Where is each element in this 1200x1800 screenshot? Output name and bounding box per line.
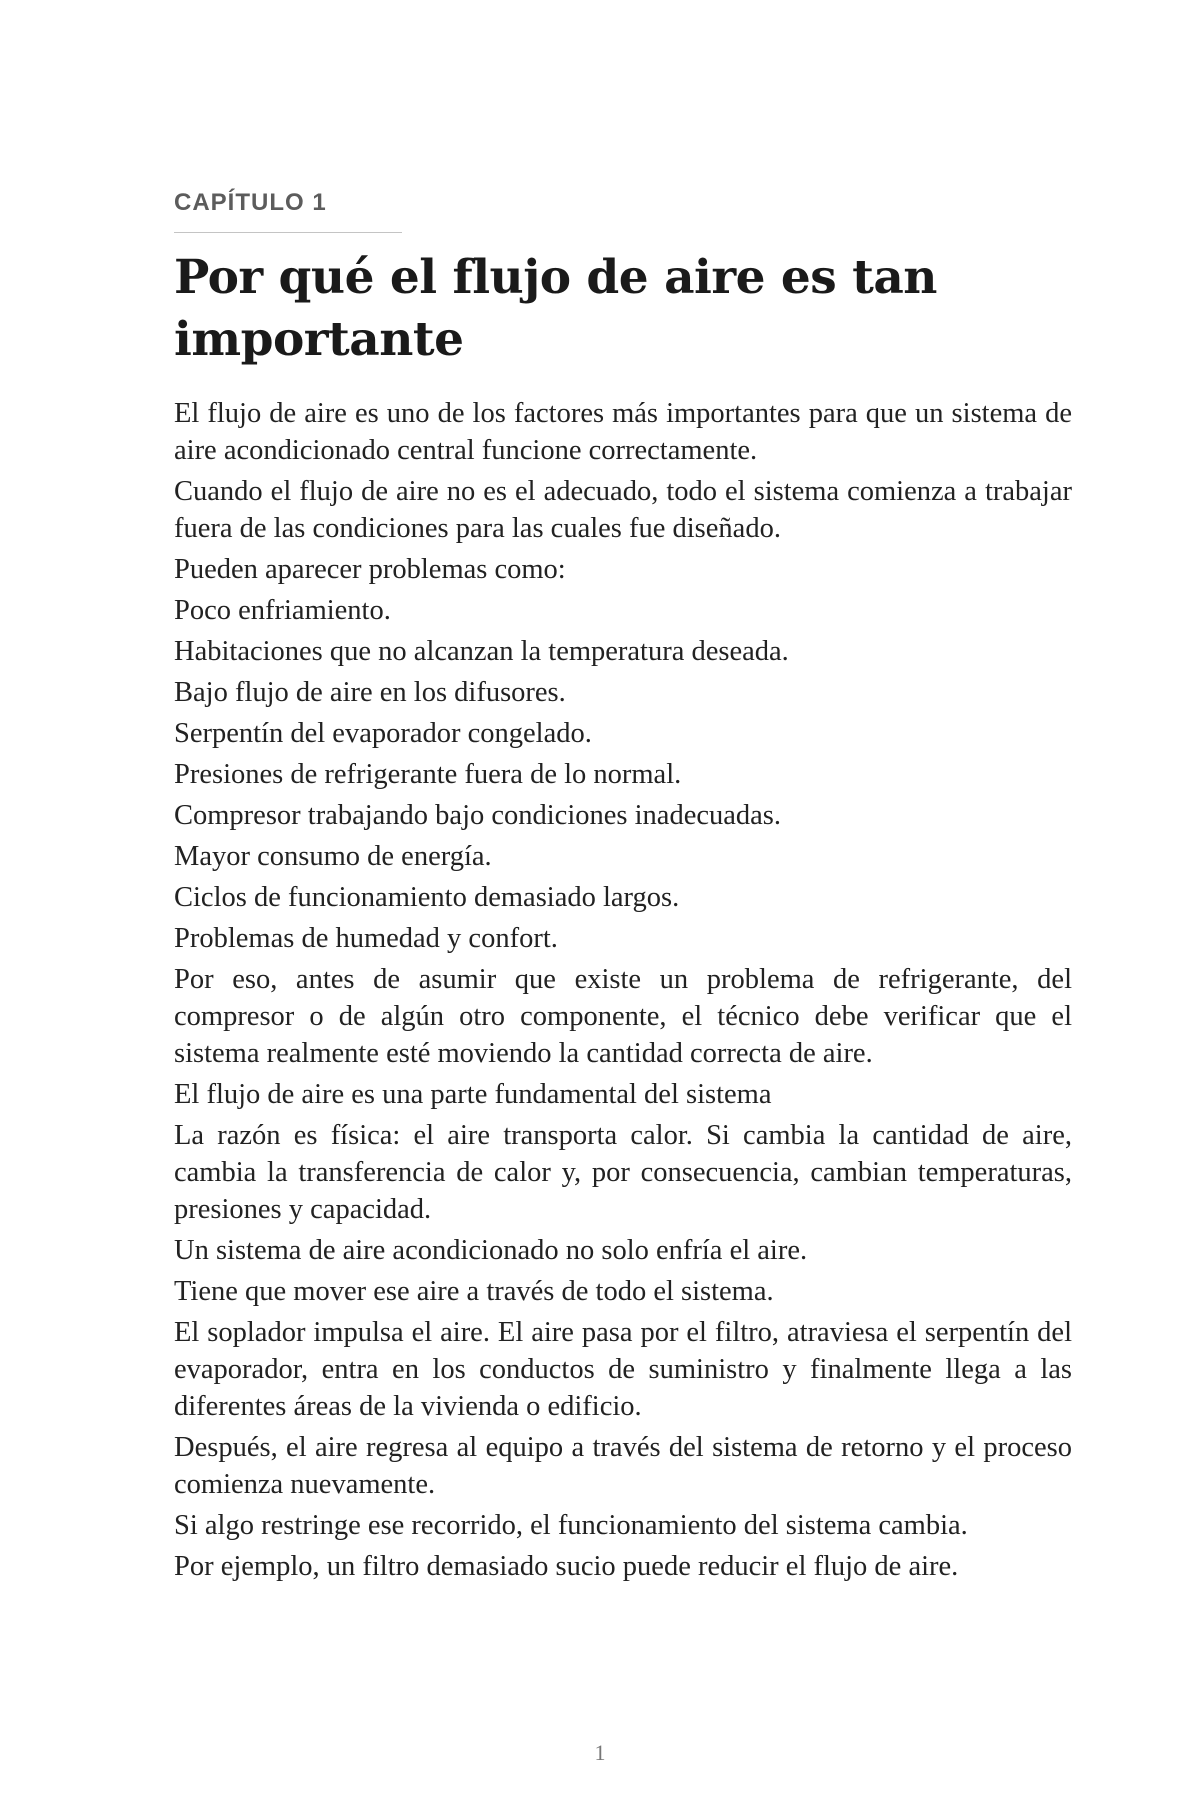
chapter-label: CAPÍTULO 1 bbox=[174, 189, 327, 216]
paragraph: Poco enfriamiento. bbox=[174, 595, 391, 626]
paragraph: Compresor trabajando bajo condiciones inadecuadas. bbox=[174, 800, 782, 831]
paragraph: Problemas de humedad y confort. bbox=[174, 923, 558, 954]
paragraph: Después, el aire regresa al equipo a través del sistema de retorno y el proceso comienza nuevamente. bbox=[174, 1432, 1072, 1500]
chapter-body bbox=[174, 395, 1072, 1585]
paragraph: Habitaciones que no alcanzan la temperatura deseada. bbox=[174, 636, 789, 667]
chapter-title: Por qué el flujo de aire es tan importante bbox=[174, 250, 937, 367]
paragraph: El flujo de aire es uno de los factores más importantes para que un sistema de aire acondicionado central funcione correctamente. bbox=[174, 398, 1072, 466]
paragraph: Mayor consumo de energía. bbox=[174, 841, 492, 872]
paragraph: El flujo de aire es una parte fundamental del sistema bbox=[174, 1079, 772, 1110]
paragraph: La razón es física: el aire transporta calor. Si cambia la cantidad de aire, cambia la transferencia de calor y, por consecuencia, cambian temperaturas, presiones y capacidad. bbox=[174, 1120, 1072, 1225]
paragraph: Por ejemplo, un filtro demasiado sucio puede reducir el flujo de aire. bbox=[174, 1551, 959, 1582]
paragraph: Serpentín del evaporador congelado. bbox=[174, 718, 592, 749]
paragraph: Si algo restringe ese recorrido, el funcionamiento del sistema cambia. bbox=[174, 1510, 968, 1541]
paragraph: Ciclos de funcionamiento demasiado largos. bbox=[174, 882, 680, 913]
document-page bbox=[174, 186, 1072, 1589]
paragraph: Tiene que mover ese aire a través de todo el sistema. bbox=[174, 1276, 774, 1307]
paragraph: Pueden aparecer problemas como: bbox=[174, 554, 566, 585]
page-number: 1 bbox=[594, 1740, 606, 1765]
paragraph: Por eso, antes de asumir que existe un problema de refrigerante, del compresor o de algún otro componente, el técnico debe verificar que el sistema realmente esté moviendo la cantidad correcta de aire. bbox=[174, 964, 1072, 1069]
paragraph: Un sistema de aire acondicionado no solo enfría el aire. bbox=[174, 1235, 808, 1266]
paragraph: Presiones de refrigerante fuera de lo normal. bbox=[174, 759, 682, 790]
chapter-divider bbox=[174, 232, 402, 233]
paragraph: El soplador impulsa el aire. El aire pasa por el filtro, atraviesa el serpentín del evaporador, entra en los conductos de suministro y finalmente llega a las diferentes áreas de la vivienda o edificio. bbox=[174, 1317, 1072, 1422]
paragraph: Bajo flujo de aire en los difusores. bbox=[174, 677, 566, 708]
paragraph: Cuando el flujo de aire no es el adecuado, todo el sistema comienza a trabajar fuera de las condiciones para las cuales fue diseñado. bbox=[174, 476, 1072, 544]
